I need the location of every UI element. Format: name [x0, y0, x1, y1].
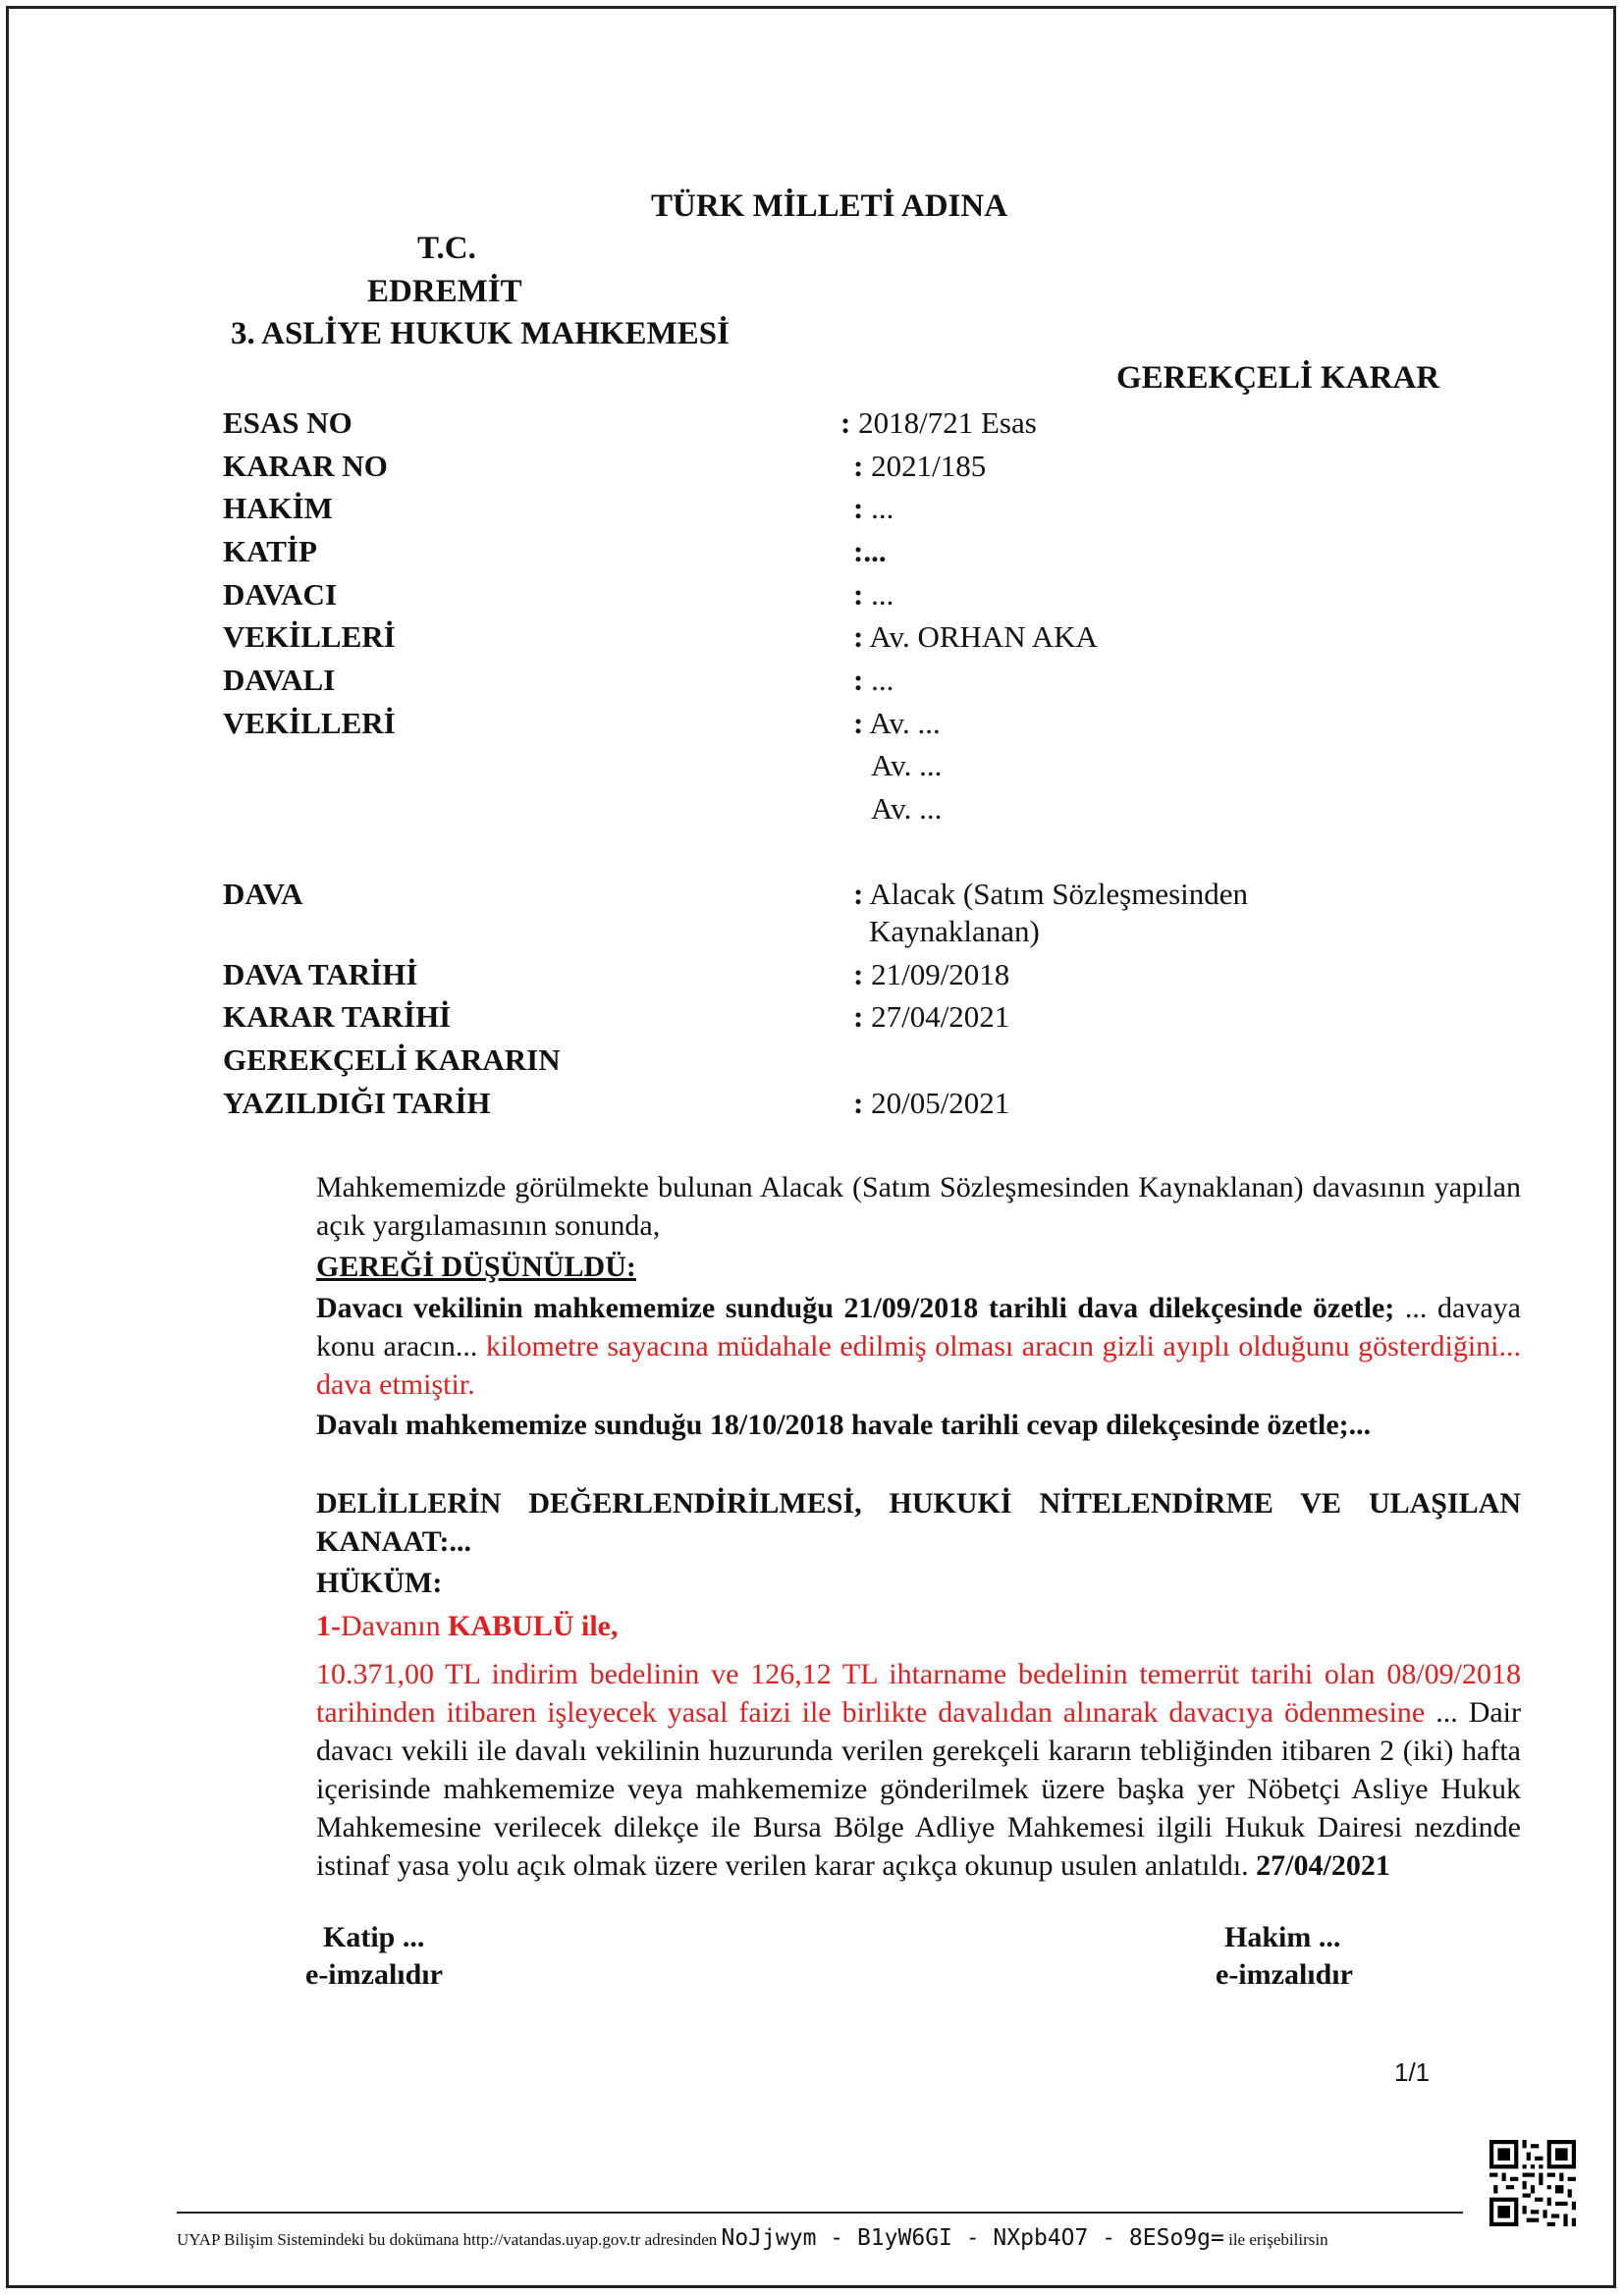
hakim-label: HAKİM	[223, 491, 333, 525]
esas-no-value: : 2018/721 Esas	[840, 405, 1037, 440]
document-type-heading: GEREKÇELİ KARAR	[1116, 360, 1440, 396]
gerekcesi-heading: GEREĞİ DÜŞÜNÜLDÜ:	[316, 1251, 636, 1283]
davali-vekil-value-3: Av. ...	[871, 791, 943, 826]
nation-heading: TÜRK MİLLETİ ADINA	[651, 188, 1008, 224]
city-heading: EDREMİT	[367, 274, 522, 309]
davali-vekil-value-1: : Av. ...	[853, 706, 941, 740]
davaci-value: : ...	[853, 577, 894, 612]
dava-label: DAVA	[223, 877, 303, 911]
qr-code-icon	[1489, 2140, 1576, 2226]
tc-heading: T.C.	[417, 231, 476, 266]
deliller-paragraph: DELİLLERİN DEĞERLENDİRİLMESİ, HUKUKİ NİTELENDİRME VE ULAŞILAN KANAAT:...	[316, 1487, 1521, 1558]
karar-no-label: KARAR NO	[223, 449, 388, 483]
davali-value: : ...	[853, 663, 894, 697]
final-paragraph: 10.371,00 TL indirim bedelinin ve 126,12 TL ihtarname bedelinin temerrüt tarihi olan 08/09/2018 tarihinden itibaren işleyecek yasal faizi ile birlikte davalıdan alınarak davacıya ödenmesine ... Dair davacı vekili ile davalı vekilinin huzurunda verilen gerekçeli kararın tebliğinden itibaren 2 (iki) hafta içerisinde mahkememize veya mahkememize gönderilmek üzere başka yer Nöbetçi Asliye Hukuk Mahkemesine verilecek dilekçe ile Bursa Bölge Adliye Mahkemesi ilgili Hukuk Dairesi nezdinde istinaf yasa yolu açık olmak üzere verilen karar açıkça okunup usulen anlatıldı. 27/04/2021	[316, 1658, 1521, 1882]
katip-value: :...	[853, 534, 887, 568]
davali-vekil-value-2: Av. ...	[871, 748, 943, 782]
dava-value-line-2: Kaynaklanan)	[869, 914, 1040, 948]
davali-paragraph: Davalı mahkememize sunduğu 18/10/2018 havale tarihli cevap dilekçesinde özetle;...	[316, 1409, 1372, 1441]
katip-label: KATİP	[223, 534, 317, 568]
davaci-vekil-value: : Av. ORHAN AKA	[853, 619, 1098, 654]
hakim-signature-status: e-imzalıdır	[1216, 1958, 1353, 1991]
footer-divider	[177, 2212, 1463, 2214]
hukum-heading: HÜKÜM:	[316, 1567, 443, 1599]
karar-tarihi-label: KARAR TARİHİ	[223, 999, 452, 1034]
dava-value-line-1: : Alacak (Satım Sözleşmesinden	[853, 877, 1249, 911]
katip-signature-status: e-imzalıdır	[305, 1958, 443, 1991]
gerekceli-tarih-value: : 20/05/2021	[853, 1086, 1010, 1120]
karar-tarihi-value: : 27/04/2021	[853, 999, 1010, 1034]
dava-tarihi-value: : 21/09/2018	[853, 957, 1010, 991]
court-heading: 3. ASLİYE HUKUK MAHKEMESİ	[231, 316, 730, 351]
gerekceli-label-line-1: GEREKÇELİ KARARIN	[223, 1042, 561, 1077]
davaci-vekil-label: VEKİLLERİ	[223, 619, 396, 654]
hukum-item-1: 1-Davanın KABULÜ ile,	[316, 1610, 619, 1642]
esas-no-label: ESAS NO	[223, 405, 352, 440]
intro-paragraph: Mahkememizde görülmekte bulunan Alacak (Satım Sözleşmesinden Kaynaklanan) davasının yapılan açık yargılamasının sonunda,	[316, 1171, 1521, 1242]
davali-vekil-label: VEKİLLERİ	[223, 706, 396, 740]
dava-tarihi-label: DAVA TARİHİ	[223, 957, 418, 991]
gerekceli-label-line-2: YAZILDIĞI TARİH	[223, 1086, 491, 1120]
footer-note: UYAP Bilişim Sistemindeki bu dokümana http://vatandas.uyap.gov.tr adresinden NoJjwym - B1yW6GI - NXpb4O7 - 8ESo9g= ile erişebilirsin	[177, 2225, 1328, 2251]
davaci-paragraph: Davacı vekilinin mahkememize sunduğu 21/09/2018 tarihli dava dilekçesinde özetle; ... davaya konu aracın... kilometre sayacına müdahale edilmiş olması aracın gizli ayıplı olduğunu gösterdiğini... dava etmiştir.	[316, 1292, 1521, 1401]
davaci-label: DAVACI	[223, 577, 338, 612]
verification-code: NoJjwym - B1yW6GI - NXpb4O7 - 8ESo9g=	[721, 2225, 1224, 2251]
page-number: 1/1	[1394, 2057, 1431, 2087]
hakim-signature-name: Hakim ...	[1224, 1921, 1341, 1953]
hakim-value: : ...	[853, 491, 894, 525]
davali-label: DAVALI	[223, 663, 336, 697]
katip-signature-name: Katip ...	[323, 1921, 425, 1953]
karar-no-value: : 2021/185	[853, 449, 987, 483]
